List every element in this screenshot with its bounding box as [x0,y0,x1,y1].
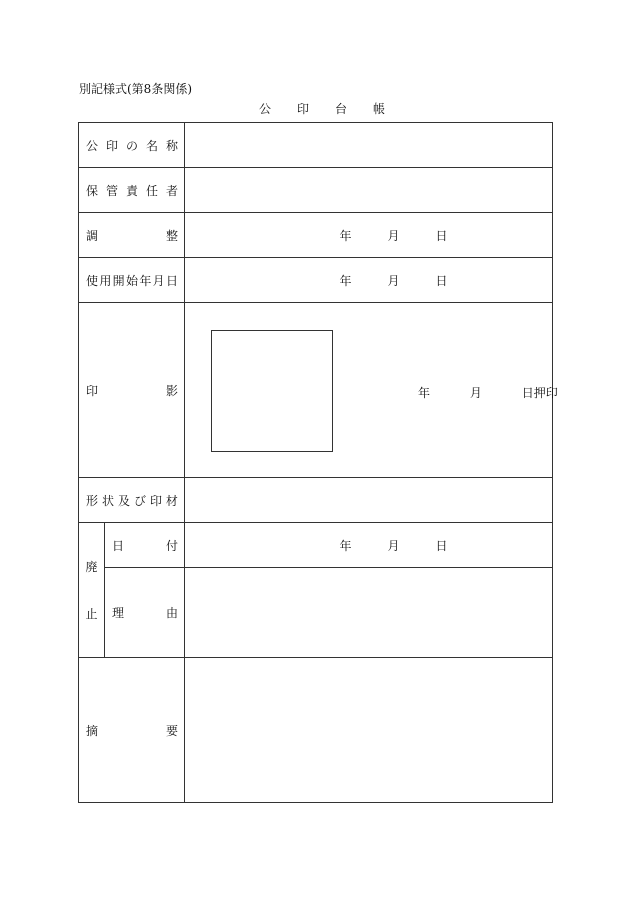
label-char: 印 [86,383,99,398]
title-char: 台 [335,102,348,116]
form-caption: 別記様式(第8条関係) [79,82,192,96]
label-char: 始 [125,273,138,288]
seal-impression-box[interactable] [211,330,333,452]
label-char: 任 [145,183,158,198]
label-char: 責 [125,183,138,198]
field-abolition-reason[interactable] [185,568,553,658]
label-char: 名 [145,138,158,153]
label-char: 称 [165,138,178,153]
field-start-date[interactable] [185,258,553,303]
label-impression [79,303,185,478]
field-custodian[interactable] [185,168,553,213]
label-char: 使 [86,273,99,288]
label-char: 開 [112,273,125,288]
date-day: 日 [435,228,448,243]
row-seal-name [79,123,553,168]
label-char: 及 [117,493,130,508]
label-char: 形 [86,493,99,508]
title-char: 印 [296,102,309,116]
label-char: 日 [165,273,178,288]
label-char: 理 [112,606,125,620]
title-char: 帳 [373,102,386,116]
row-shape-material [79,478,553,523]
field-remarks[interactable] [185,658,553,803]
field-abolition-date[interactable] [185,523,553,568]
row-prepared [79,213,553,258]
label-char: び [133,493,146,508]
date-month: 月 [387,228,400,243]
label-char: 由 [165,606,178,620]
label-seal-name [79,123,185,168]
field-shape-material[interactable] [185,478,553,523]
row-impression [79,303,553,478]
label-char: 印 [105,138,118,153]
label-char: 月 [152,273,165,288]
label-prepared [79,213,185,258]
label-char: 日 [112,538,125,553]
label-char: 者 [165,183,178,198]
label-char: 調 [86,228,99,243]
label-char: 保 [86,183,99,198]
label-char: 管 [105,183,118,198]
label-char: 止 [85,607,98,621]
field-prepared-date[interactable] [185,213,553,258]
label-abolition-group [79,523,105,658]
label-char: 要 [165,723,178,738]
date-month: 月 [469,385,482,400]
date-month: 月 [387,273,400,288]
label-start-date [79,258,185,303]
row-remarks [79,658,553,803]
label-abolition-reason [105,568,185,658]
form-title [0,100,630,117]
seal-register-table [78,122,558,803]
label-char: 材 [165,493,178,508]
title-char: 公 [258,102,271,116]
label-shape-material [79,478,185,523]
date-month: 月 [387,538,400,553]
row-abolition-date [79,523,553,568]
label-char: 年 [139,273,152,288]
label-char: 公 [86,138,99,153]
date-day: 日 [435,273,448,288]
label-abolition-date [105,523,185,568]
date-year: 年 [339,273,352,288]
date-day: 日 [435,538,448,553]
date-year: 年 [339,228,352,243]
label-char: 影 [165,383,178,398]
date-year: 年 [418,385,431,400]
date-year: 年 [339,538,352,553]
label-char: 印 [149,493,162,508]
label-char: 整 [165,228,178,243]
label-custodian [79,168,185,213]
label-char: 用 [99,273,112,288]
label-char: の [125,138,138,153]
row-abolition-reason [79,568,553,658]
field-impression [185,303,558,478]
impression-date[interactable] [418,384,558,401]
row-start-date [79,258,553,303]
label-char: 摘 [86,723,99,738]
row-custodian [79,168,553,213]
label-char: 付 [165,538,178,553]
label-char: 廃 [85,560,98,574]
field-seal-name[interactable] [185,123,553,168]
label-remarks [79,658,185,803]
label-char: 状 [101,493,114,508]
date-day-stamped: 日押印 [521,385,558,400]
